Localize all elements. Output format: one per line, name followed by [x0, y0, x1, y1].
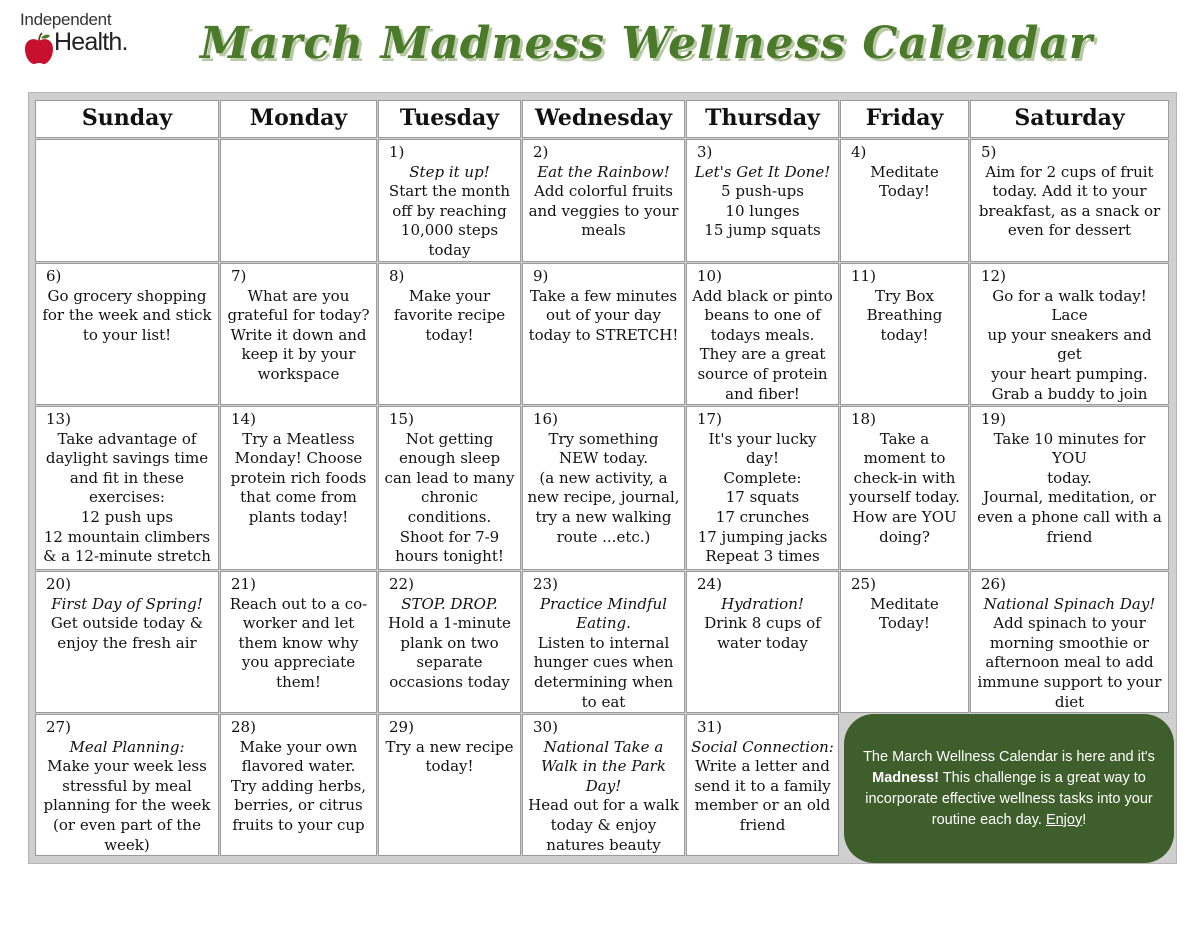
- day-number: 11): [851, 267, 876, 285]
- day-text-line: Today!: [879, 614, 930, 633]
- day-text-line: Practice Mindful: [540, 594, 667, 613]
- day-number: 23): [533, 575, 558, 593]
- day-text-line: natures beauty: [546, 835, 661, 854]
- calendar-day-cell: [220, 263, 377, 405]
- day-text-line: protein rich foods: [230, 468, 367, 487]
- day-text-line: STOP. DROP.: [401, 594, 498, 613]
- day-number: 4): [851, 143, 867, 161]
- calendar-day-cell: [35, 139, 219, 262]
- day-number: 9): [533, 267, 549, 285]
- day-number: 1): [389, 143, 405, 161]
- day-text-line: Add spinach to your: [993, 614, 1146, 633]
- day-text-line: even a phone call with a: [977, 507, 1162, 526]
- calendar-day-cell: [686, 571, 839, 713]
- day-number: 15): [389, 410, 414, 428]
- calendar-day-cell: [35, 263, 219, 405]
- day-text-line: daylight savings time: [45, 449, 209, 468]
- day-text-line: Shoot for 7-9: [399, 527, 500, 546]
- calendar-frame: [28, 92, 1177, 864]
- day-text-line: How are YOU: [852, 507, 957, 526]
- day-text-line: Eating.: [576, 614, 631, 633]
- calendar-day-cell: [522, 714, 685, 856]
- day-text-line: Reach out to a co-: [229, 594, 368, 613]
- day-text-line: 15 jump squats: [704, 221, 821, 240]
- day-text-line: NEW today.: [558, 449, 649, 468]
- day-text-line: 10,000 steps: [400, 221, 499, 240]
- day-text-line: and fit in these: [69, 468, 185, 487]
- day-text-line: today!: [880, 325, 929, 344]
- day-number: 14): [231, 410, 256, 428]
- day-number: 18): [851, 410, 876, 428]
- day-number: 3): [697, 143, 713, 161]
- day-text-line: Monday! Choose: [234, 449, 363, 468]
- day-text-line: 12 push ups: [80, 507, 174, 526]
- day-text-line: National Take a: [543, 737, 664, 756]
- day-text-line: Make your week less: [47, 757, 207, 776]
- day-number: 30): [533, 718, 558, 736]
- day-text-line: today to STRETCH!: [528, 325, 679, 344]
- day-text-line: 17 crunches: [715, 507, 810, 526]
- day-text-line: separate: [416, 653, 483, 672]
- calendar-day-cell: [220, 714, 377, 856]
- calendar-day-cell: [378, 571, 521, 713]
- day-text-line: hunger cues when: [533, 653, 674, 672]
- day-text-line: worker and let: [242, 614, 355, 633]
- day-text-line: today!: [425, 757, 474, 776]
- calendar-day-cell: [378, 263, 521, 405]
- day-header-thursday: Thursday: [686, 100, 839, 138]
- day-text-line: member or an old: [694, 796, 831, 815]
- day-text-line: What are you: [247, 286, 350, 305]
- day-text-line: chronic: [420, 488, 479, 507]
- day-number: 20): [46, 575, 71, 593]
- day-text-line: Not getting: [405, 429, 494, 448]
- day-text-line: week): [104, 835, 150, 854]
- day-header-friday: Friday: [840, 100, 969, 138]
- calendar-day-cell: [220, 571, 377, 713]
- day-text-line: 10 lunges: [725, 201, 800, 220]
- day-header-wednesday: Wednesday: [522, 100, 685, 138]
- calendar-day-cell: [220, 406, 377, 570]
- day-text-line: berries, or citrus: [234, 796, 363, 815]
- day-text-line: afternoon meal to add: [985, 653, 1154, 672]
- day-number: 27): [46, 718, 71, 736]
- calendar-day-cell: [970, 263, 1169, 405]
- calendar-day-cell: [35, 406, 219, 570]
- day-text-line: Today!: [879, 182, 930, 201]
- day-text-line: workspace: [257, 364, 340, 383]
- day-text-line: Repeat 3 times: [705, 547, 820, 566]
- day-text-line: breakfast, as a snack or: [978, 201, 1161, 220]
- day-text-line: out of your day: [546, 306, 661, 325]
- day-text-line: They are a great: [699, 345, 826, 364]
- day-text-line: Try a Meatless: [242, 429, 355, 448]
- independent-health-logo: [20, 8, 150, 68]
- day-text-line: immune support to your: [977, 672, 1162, 691]
- day-text-line: Try something: [548, 429, 659, 448]
- day-text-line: Walk in the Park: [541, 757, 666, 776]
- day-header-saturday: Saturday: [970, 100, 1169, 138]
- day-text-line: Hydration!: [721, 594, 804, 613]
- day-text-line: Meditate: [870, 594, 939, 613]
- calendar-day-cell: [970, 139, 1169, 262]
- day-text-line: your heart pumping.: [991, 364, 1148, 383]
- promo-text-enjoy: Enjoy: [1045, 811, 1083, 828]
- day-text-line: today.: [1047, 468, 1092, 487]
- day-text-line: 12 mountain climbers: [43, 527, 211, 546]
- day-text-line: to eat: [581, 692, 626, 711]
- day-text-line: Listen to internal: [537, 633, 670, 652]
- day-number: 28): [231, 718, 256, 736]
- day-text-line: National Spinach Day!: [983, 594, 1156, 613]
- day-text-line: diet: [1054, 692, 1085, 711]
- day-number: 17): [697, 410, 722, 428]
- day-text-line: and veggies to your: [528, 201, 679, 220]
- promo-text-a: The March Wellness Calendar is here and it's: [863, 748, 1155, 765]
- day-text-line: send it to a family: [694, 776, 831, 795]
- day-text-line: Add black or pinto: [692, 286, 833, 305]
- day-text-line: today!: [425, 325, 474, 344]
- day-text-line: Hold a 1-minute: [388, 614, 511, 633]
- day-text-line: even for dessert: [1007, 221, 1132, 240]
- calendar-day-cell: [686, 139, 839, 262]
- day-text-line: today: [428, 240, 471, 259]
- day-text-line: Go grocery shopping: [47, 286, 207, 305]
- day-number: 25): [851, 575, 876, 593]
- day-text-line: Try a new recipe: [385, 737, 514, 756]
- calendar-day-cell: [378, 139, 521, 262]
- day-text-line: Make your: [408, 286, 491, 305]
- calendar-day-cell: [522, 571, 685, 713]
- day-number: 29): [389, 718, 414, 736]
- calendar-day-cell: [522, 406, 685, 570]
- promo-text-emphasis: Madness!: [872, 769, 939, 786]
- day-text-line: today & enjoy: [550, 815, 657, 834]
- promo-text: [862, 747, 1156, 831]
- day-text-line: It's your lucky: [708, 429, 817, 448]
- day-text-line: can lead to many: [384, 468, 515, 487]
- day-text-line: 17 squats: [725, 488, 800, 507]
- day-text-line: Write a letter and: [695, 757, 830, 776]
- day-number: 24): [697, 575, 722, 593]
- day-header-sunday: Sunday: [35, 100, 219, 138]
- calendar-day-cell: [35, 571, 219, 713]
- day-number: 2): [533, 143, 549, 161]
- day-text-line: Meal Planning:: [69, 737, 185, 756]
- day-text-line: plants today!: [248, 507, 349, 526]
- day-text-line: Take 10 minutes for YOU: [993, 429, 1146, 468]
- day-text-line: Try Box: [875, 286, 934, 305]
- day-text-line: Make your own: [239, 737, 358, 756]
- day-text-line: Start the month: [388, 182, 511, 201]
- day-text-line: Try adding herbs,: [230, 776, 367, 795]
- day-text-line: yourself today.: [849, 488, 960, 507]
- day-text-line: for the week and stick: [42, 306, 212, 325]
- day-text-line: Take a: [879, 429, 930, 448]
- day-text-line: occasions today: [389, 672, 510, 691]
- day-text-line: hours tonight!: [395, 547, 504, 566]
- day-text-line: exercises:: [89, 488, 165, 507]
- calendar-day-cell: [840, 139, 969, 262]
- calendar-day-cell: [378, 406, 521, 570]
- promo-text-c: This challenge is a great way to incorporate effective wellness tasks into your routine each day.: [865, 769, 1153, 828]
- promo-banner: [844, 714, 1174, 863]
- day-text-line: and fiber!: [725, 384, 800, 403]
- day-text-line: enough sleep: [398, 449, 501, 468]
- day-text-line: First Day of Spring!: [51, 594, 203, 613]
- calendar-day-cell: [970, 571, 1169, 713]
- day-text-line: enjoy the fresh air: [57, 633, 197, 652]
- day-text-line: morning smoothie or: [989, 633, 1150, 652]
- day-text-line: 5 push-ups: [721, 182, 804, 201]
- day-text-line: Head out for a walk: [528, 796, 679, 815]
- day-text-line: doing?: [879, 527, 930, 546]
- calendar-day-cell: [840, 263, 969, 405]
- day-text-line: (or even part of the: [53, 815, 201, 834]
- day-text-line: Step it up!: [409, 162, 490, 181]
- day-text-line: new recipe, journal,: [527, 488, 680, 507]
- calendar-day-cell: [35, 714, 219, 856]
- day-text-line: keep it by your: [241, 345, 356, 364]
- day-text-line: Write it down and: [230, 325, 367, 344]
- calendar-day-cell: [686, 714, 839, 856]
- day-text-line: stressful by meal: [62, 776, 192, 795]
- day-text-line: moment to: [863, 449, 946, 468]
- day-text-line: (a new activity, a: [539, 468, 668, 487]
- day-text-line: Get outside today &: [50, 614, 204, 633]
- day-text-line: water today: [717, 633, 808, 652]
- day-text-line: source of protein: [697, 364, 828, 383]
- day-header-tuesday: Tuesday: [378, 100, 521, 138]
- promo-text-e: !: [1082, 811, 1087, 828]
- day-header-monday: Monday: [220, 100, 377, 138]
- logo-text-line2: Health.: [54, 28, 128, 56]
- calendar-day-cell: [970, 406, 1169, 570]
- day-number: 8): [389, 267, 405, 285]
- calendar-day-cell: [840, 571, 969, 713]
- day-text-line: them know why: [238, 633, 359, 652]
- day-text-line: check-in with: [853, 468, 956, 487]
- apple-icon: [22, 32, 56, 66]
- day-text-line: today. Add it to your: [992, 182, 1147, 201]
- day-text-line: conditions.: [407, 507, 492, 526]
- day-text-line: determining when: [533, 672, 674, 691]
- day-text-line: that come from: [240, 488, 357, 507]
- day-text-line: Go for a walk today! Lace: [992, 286, 1147, 325]
- day-text-line: plank on two: [400, 633, 499, 652]
- day-text-line: 17 jumping jacks: [697, 527, 828, 546]
- day-text-line: up your sneakers and get: [987, 325, 1152, 364]
- calendar-day-cell: [522, 263, 685, 405]
- day-text-line: grateful for today?: [227, 306, 370, 325]
- day-number: 6): [46, 267, 62, 285]
- day-text-line: Aim for 2 cups of fruit: [985, 162, 1154, 181]
- day-text-line: try a new walking: [535, 507, 672, 526]
- day-text-line: Meditate: [870, 162, 939, 181]
- day-text-line: flavored water.: [241, 757, 356, 776]
- day-text-line: favorite recipe: [393, 306, 506, 325]
- day-text-line: Eat the Rainbow!: [537, 162, 670, 181]
- day-text-line: Take a few minutes: [529, 286, 678, 305]
- logo-text-line1: Independent: [20, 10, 112, 29]
- day-text-line: you appreciate: [241, 653, 356, 672]
- day-text-line: meals: [581, 221, 626, 240]
- calendar-day-cell: [840, 406, 969, 570]
- day-text-line: Drink 8 cups of: [704, 614, 821, 633]
- day-text-line: friend: [739, 815, 786, 834]
- day-number: 31): [697, 718, 722, 736]
- day-text-line: day!: [745, 449, 780, 468]
- day-number: 22): [389, 575, 414, 593]
- day-text-line: Breathing: [866, 306, 943, 325]
- day-text-line: to your list!: [82, 325, 172, 344]
- calendar-day-cell: [378, 714, 521, 856]
- calendar-day-cell: [522, 139, 685, 262]
- day-text-line: Add colorful fruits: [534, 182, 673, 201]
- day-text-line: Let's Get It Done!: [694, 162, 831, 181]
- day-number: 7): [231, 267, 247, 285]
- day-number: 21): [231, 575, 256, 593]
- day-number: 16): [533, 410, 558, 428]
- calendar-day-cell: [220, 139, 377, 262]
- day-number: 5): [981, 143, 997, 161]
- day-number: 13): [46, 410, 71, 428]
- calendar-title: March Madness Wellness Calendar: [200, 18, 1094, 69]
- day-text-line: & a 12-minute stretch: [43, 547, 211, 566]
- day-number: 10): [697, 267, 722, 285]
- calendar-day-cell: [686, 263, 839, 405]
- day-text-line: Day!: [585, 776, 622, 795]
- day-text-line: off by reaching: [392, 201, 507, 220]
- day-text-line: Complete:: [723, 468, 802, 487]
- calendar-day-cell: [686, 406, 839, 570]
- day-number: 19): [981, 410, 1006, 428]
- day-number: 12): [981, 267, 1006, 285]
- day-text-line: beans to one of: [704, 306, 821, 325]
- day-number: 26): [981, 575, 1006, 593]
- day-text-line: todays meals.: [710, 325, 815, 344]
- day-text-line: planning for the week: [43, 796, 211, 815]
- day-text-line: Take advantage of: [57, 429, 197, 448]
- day-text-line: fruits to your cup: [232, 815, 365, 834]
- day-text-line: Journal, meditation, or: [983, 488, 1156, 507]
- day-text-line: them!: [276, 672, 321, 691]
- day-text-line: route ...etc.): [556, 527, 651, 546]
- day-text-line: Grab a buddy to join: [991, 384, 1148, 403]
- day-text-line: Social Connection:: [691, 737, 834, 756]
- day-text-line: friend: [1046, 527, 1093, 546]
